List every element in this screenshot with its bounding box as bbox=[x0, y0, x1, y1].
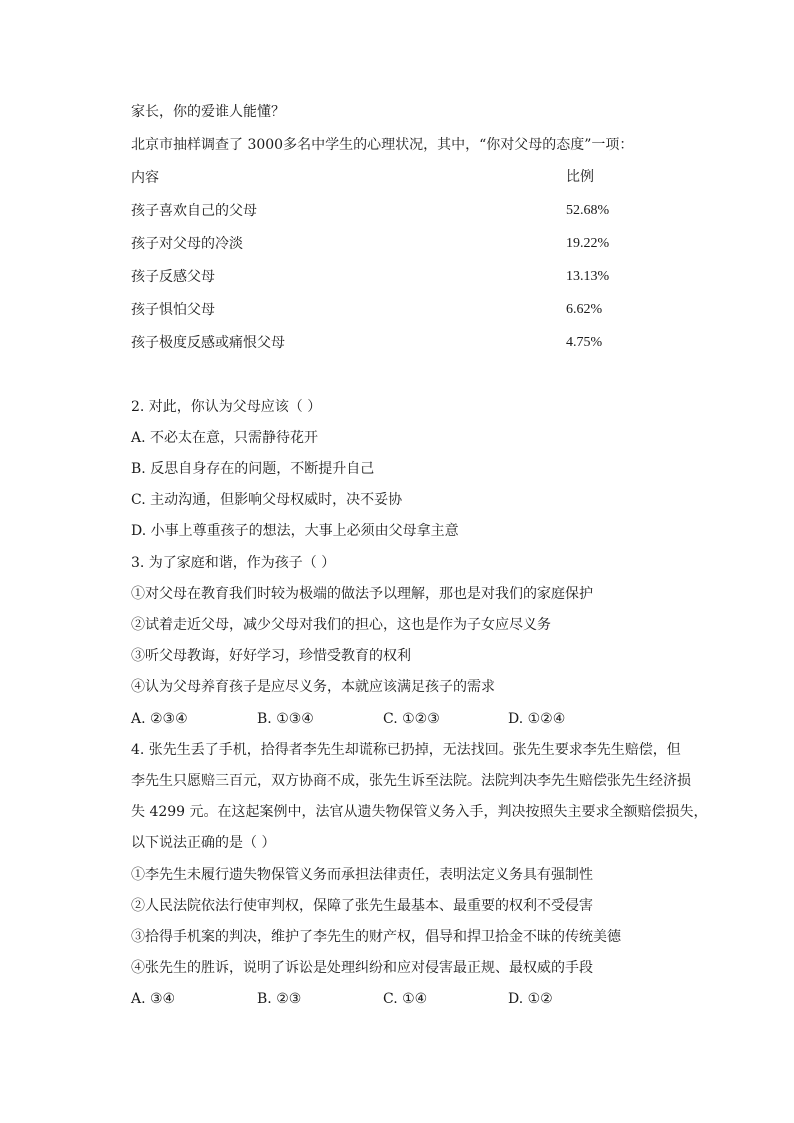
table-row-content: 孩子反感父母 bbox=[131, 269, 215, 285]
table-row-content: 孩子喜欢自己的父母 bbox=[131, 203, 257, 219]
table-row-content: 孩子惧怕父母 bbox=[131, 302, 215, 318]
passage-intro: 北京市抽样调查了 3000多名中学生的心理状况，其中，“你对父母的态度”一项： bbox=[131, 137, 634, 153]
question-stem-line: 李先生只愿赔三百元，双方协商不成，张先生诉至法院。法院判决李先生赔偿张先生经济损 bbox=[131, 773, 691, 789]
table-row-ratio: 52.68% bbox=[566, 203, 610, 218]
table-row-content: 孩子对父母的冷淡 bbox=[131, 236, 243, 252]
table-header-ratio: 比例 bbox=[566, 170, 594, 185]
option-b: B. 反思自身存在的问题，不断提升自己 bbox=[131, 461, 375, 477]
choice-a: A. ③④ bbox=[131, 991, 176, 1007]
choice-d: D. ①② bbox=[508, 991, 553, 1007]
question-stem: 2. 对此，你认为父母应该（ ） bbox=[131, 399, 322, 415]
statement-2: ②人民法院依法行使审判权，保障了张先生最基本、最重要的权利不受侵害 bbox=[131, 898, 593, 914]
passage-title: 家长，你的爱谁人能懂？ bbox=[131, 104, 285, 120]
question-stem-line: 以下说法正确的是（ ） bbox=[131, 835, 276, 851]
choice-d: D. ①②④ bbox=[508, 711, 566, 727]
choice-c: C. ①②③ bbox=[383, 711, 440, 727]
statement-4: ④认为父母养育孩子是应尽义务，本就应该满足孩子的需求 bbox=[131, 679, 495, 695]
option-a: A. 不必太在意，只需静待花开 bbox=[131, 430, 319, 446]
table-row-content: 孩子极度反感或痛恨父母 bbox=[131, 335, 285, 351]
statement-4: ④张先生的胜诉，说明了诉讼是处理纠纷和应对侵害最正规、最权威的手段 bbox=[131, 960, 593, 976]
choice-c: C. ①④ bbox=[383, 991, 428, 1007]
question-stem-line: 失 4299 元。在这起案例中，法官从遗失物保管义务入手，判决按照失主要求全额赔偿损失， bbox=[131, 804, 708, 820]
table-row-ratio: 13.13% bbox=[566, 269, 610, 284]
question-stem-line: 4. 张先生丢了手机，拾得者李先生却谎称已扔掉，无法找回。张先生要求李先生赔偿，但 bbox=[131, 742, 681, 758]
choice-b: B. ②③ bbox=[257, 991, 302, 1007]
table-row-ratio: 19.22% bbox=[566, 236, 610, 251]
statement-3: ③拾得手机案的判决，维护了李先生的财产权，倡导和捍卫拾金不昧的传统美德 bbox=[131, 929, 621, 945]
statement-3: ③听父母教诲，好好学习，珍惜受教育的权利 bbox=[131, 648, 411, 664]
option-d: D. 小事上尊重孩子的想法，大事上必须由父母拿主意 bbox=[131, 523, 459, 539]
statement-1: ①对父母在教育我们时较为极端的做法予以理解，那也是对我们的家庭保护 bbox=[131, 586, 593, 602]
choice-b: B. ①③④ bbox=[257, 711, 314, 727]
choice-a: A. ②③④ bbox=[131, 711, 188, 727]
table-row-ratio: 4.75% bbox=[566, 335, 603, 350]
table-header-content: 内容 bbox=[131, 170, 159, 186]
table-row-ratio: 6.62% bbox=[566, 302, 603, 317]
question-stem: 3. 为了家庭和谐，作为孩子（ ） bbox=[131, 555, 336, 571]
option-c: C. 主动沟通，但影响父母权威时，决不妥协 bbox=[131, 492, 403, 508]
statement-1: ①李先生未履行遗失物保管义务而承担法律责任，表明法定义务具有强制性 bbox=[131, 867, 593, 883]
statement-2: ②试着走近父母，减少父母对我们的担心，这也是作为子女应尽义务 bbox=[131, 617, 551, 633]
